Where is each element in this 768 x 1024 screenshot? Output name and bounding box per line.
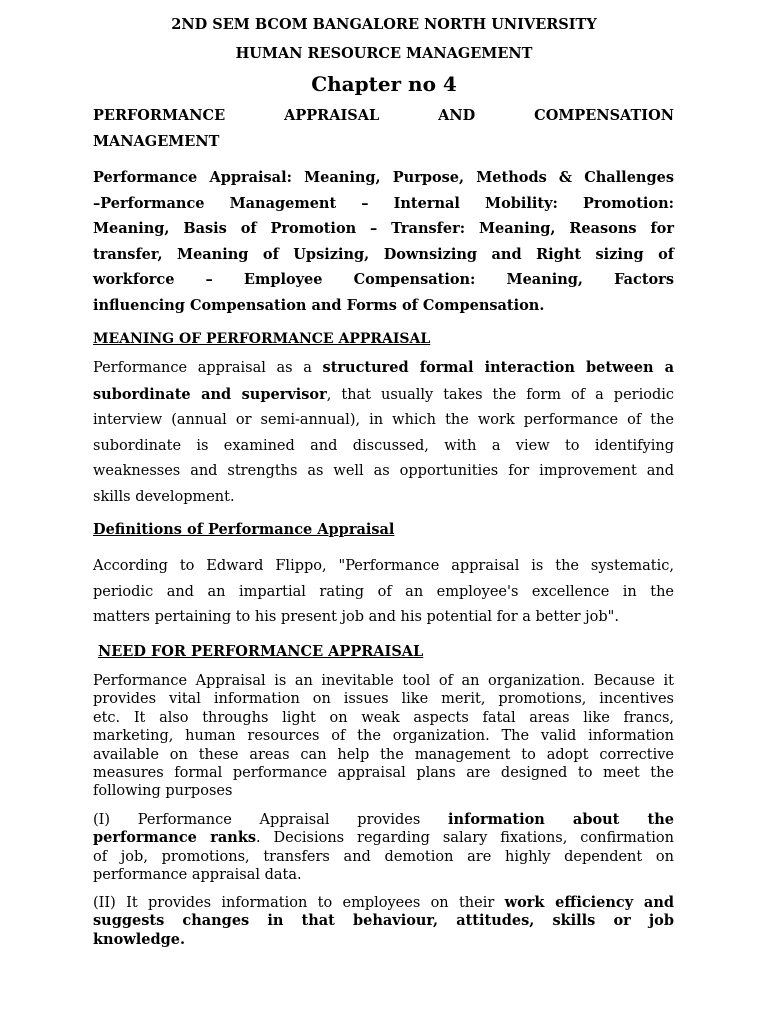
meaning-heading: MEANING OF PERFORMANCE APPRAISAL: [93, 331, 431, 347]
definitions-line1: According to Edward Flippo, "Performance appraisal is the systematic,: [93, 558, 674, 574]
need-line: measures formal performance appraisal plans are designed to meet the: [93, 765, 674, 782]
point-1: [93, 811, 674, 885]
point-2-line2: suggests changes in that behaviour, attitudes, skills or job: [93, 912, 674, 930]
need-paragraph: [93, 672, 674, 801]
chapter-topic: [93, 103, 674, 154]
meaning-line6: skills development.: [93, 488, 235, 505]
definitions-paragraph: [93, 554, 674, 631]
syllabus-line: –Performance Management – Internal Mobility: Promotion:: [93, 194, 674, 212]
syllabus-line: influencing Compensation and Forms of Compensation.: [93, 296, 545, 314]
point-1-number: (I): [93, 812, 111, 828]
meaning-line2: subordinate and supervisor, that usually takes the form of a periodic: [93, 385, 674, 403]
definitions-heading: Definitions of Performance Appraisal: [93, 521, 395, 538]
subject-header: HUMAN RESOURCE MANAGEMENT: [235, 45, 533, 62]
syllabus-line: Meaning, Basis of Promotion – Transfer: Meaning, Reasons for: [93, 220, 674, 238]
need-line: Performance Appraisal is an inevitable tool of an organization. Because it: [93, 673, 674, 689]
meaning-line4: subordinate is examined and discussed, with a view to identifying: [93, 437, 674, 454]
meaning-line3: interview (annual or semi-annual), in which the work performance of the: [93, 412, 674, 429]
point-2-line3: knowledge.: [93, 930, 186, 948]
need-line: marketing, human resources of the organization. The valid information: [93, 728, 674, 745]
syllabus-line: workforce – Employee Compensation: Meaning, Factors: [93, 271, 674, 289]
need-line: etc. It also throughs light on weak aspects fatal areas like francs,: [93, 709, 674, 726]
syllabus-line: Performance Appraisal: Meaning, Purpose, Methods & Challenges: [93, 169, 674, 186]
meaning-line1: Performance appraisal as a structured formal interaction between a: [93, 359, 674, 376]
point-2-number: (II): [93, 895, 116, 911]
point-2-line1: (II) It provides information to employees on their work efficiency and: [93, 894, 675, 911]
need-line: available on these areas can help the management to adopt corrective: [93, 746, 674, 763]
meaning-line5: weaknesses and strengths as well as opportunities for improvement and: [93, 463, 674, 480]
definitions-line2: periodic and an impartial rating of an employee's excellence in the: [93, 583, 674, 600]
point-1-line3: of job, promotions, transfers and demotion are highly dependent on: [93, 848, 674, 865]
meaning-paragraph: [93, 355, 674, 511]
syllabus-line: transfer, Meaning of Upsizing, Downsizing and Right sizing of: [93, 245, 674, 263]
need-heading: NEED FOR PERFORMANCE APPRAISAL: [98, 643, 424, 660]
need-line: following purposes: [93, 783, 233, 800]
chapter-topic-line1: PERFORMANCE APPRAISAL AND COMPENSATION: [93, 107, 674, 124]
university-header: 2ND SEM BCOM BANGALORE NORTH UNIVERSITY: [171, 16, 597, 33]
point-2: [93, 894, 674, 949]
chapter-topic-line2: MANAGEMENT: [93, 132, 220, 150]
point-1-line2: performance ranks. Decisions regarding salary fixations, confirmation: [93, 829, 674, 847]
syllabus-paragraph: [93, 165, 674, 319]
definitions-line3: matters pertaining to his present job and his potential for a better job".: [93, 609, 619, 626]
need-line: provides vital information on issues like merit, promotions, incentives: [93, 691, 674, 708]
point-1-line4: performance appraisal data.: [93, 867, 302, 884]
point-1-line1: (I) Performance Appraisal provides information about the: [93, 811, 674, 828]
chapter-title: Chapter no 4: [311, 72, 457, 96]
